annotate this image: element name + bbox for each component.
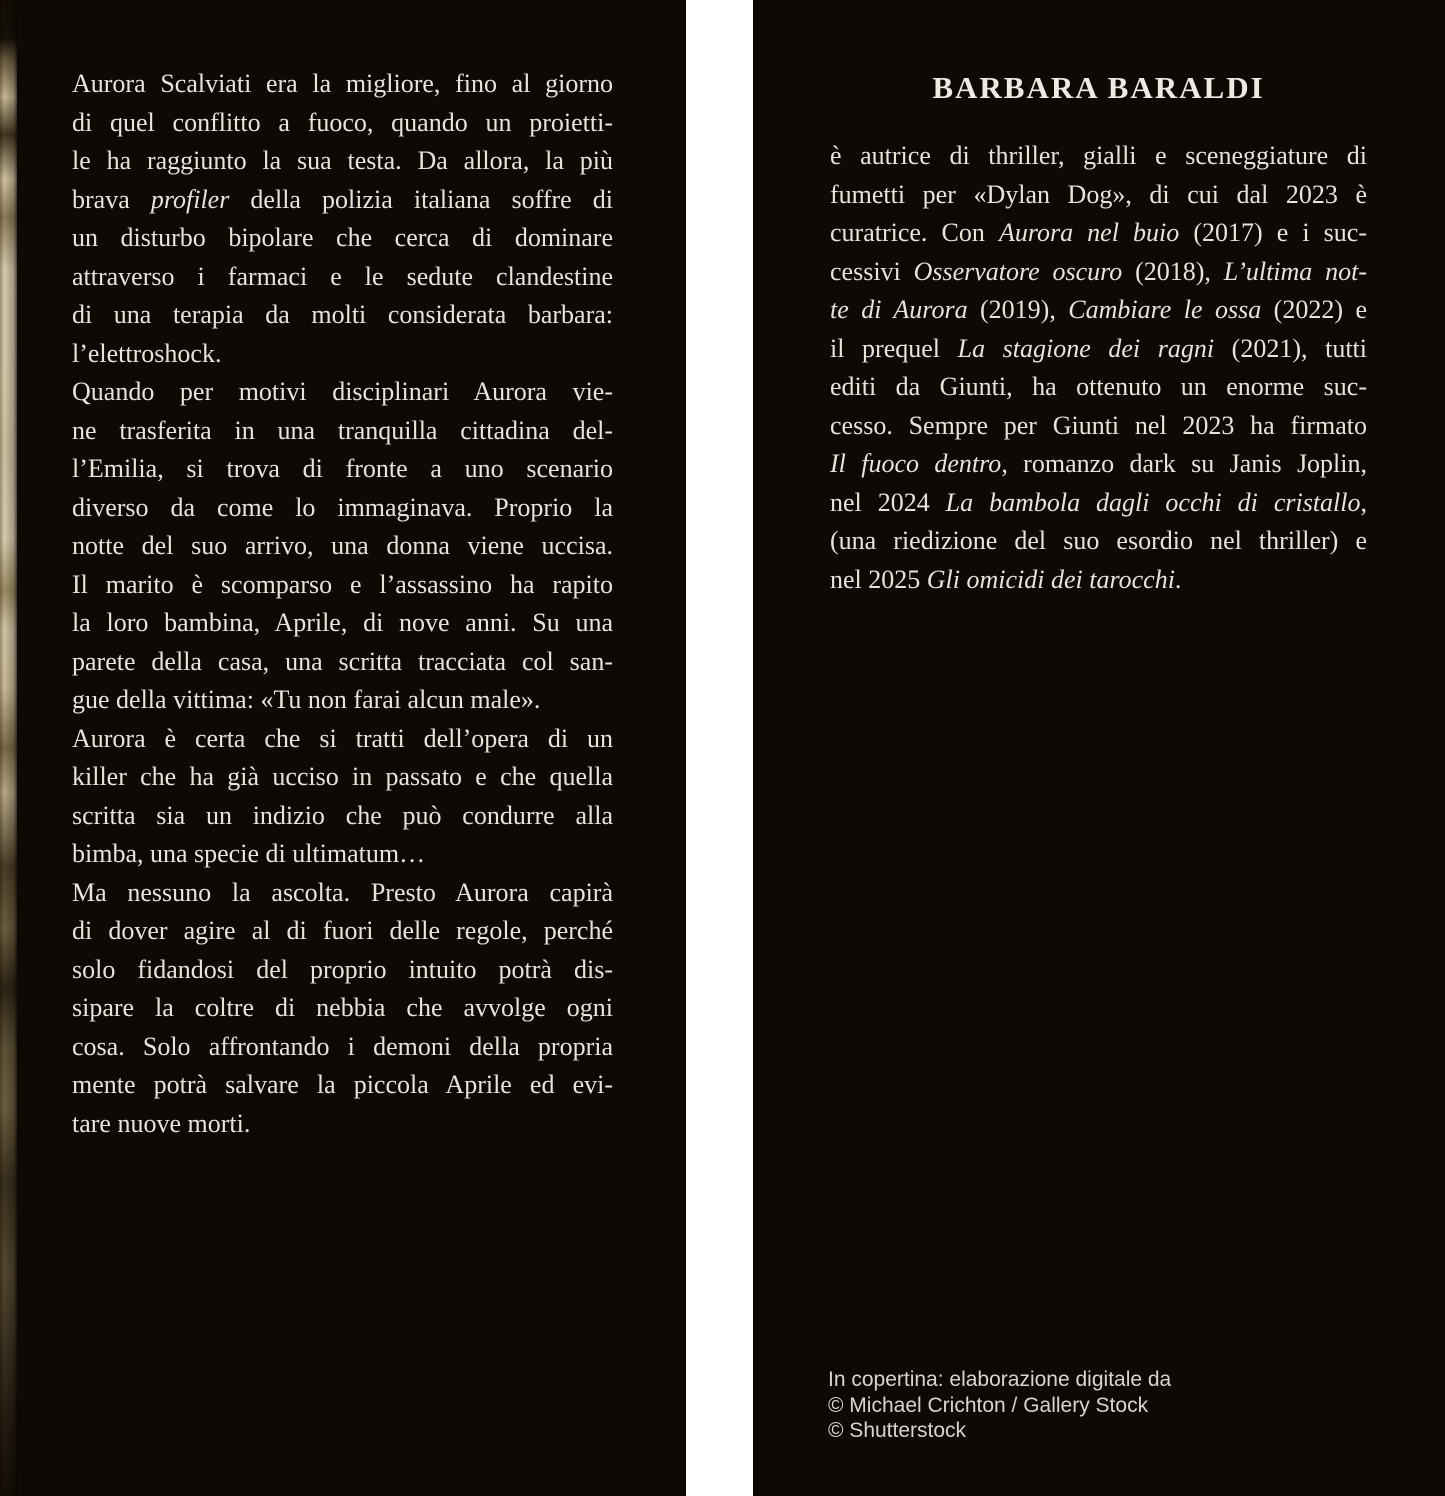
text-line: Il marito è scomparso e l’assassino ha rapito <box>72 569 613 599</box>
credit-line: © Shutterstock <box>828 1419 967 1442</box>
text-line: (una riedizione del suo esordio nel thriller) e <box>830 526 1367 555</box>
text-line: gue della vittima: «Tu non farai alcun male». <box>72 685 541 714</box>
text-line: Aurora è certa che si tratti dell’opera di un <box>72 723 613 753</box>
text-line: il prequel La stagione dei ragni (2021), tutti <box>830 333 1367 363</box>
cover-credits <box>828 1367 1171 1444</box>
text-line: te di Aurora (2019), Cambiare le ossa (2022) e <box>830 295 1367 324</box>
flap-divider-gap <box>686 0 753 1496</box>
text-line: di quel conflitto a fuoco, quando un proietti- <box>72 107 613 137</box>
text-line: diverso da come lo immaginava. Proprio la <box>72 492 613 522</box>
right-flap-author-bio <box>753 0 1445 1496</box>
text-line: solo fidandosi del proprio intuito potrà dis- <box>72 954 613 984</box>
text-line: nel 2025 Gli omicidi dei tarocchi. <box>830 564 1182 594</box>
text-line: brava profiler della polizia italiana soffre di <box>72 184 613 214</box>
text-line: curatrice. Con Aurora nel buio (2017) e i suc- <box>830 218 1367 247</box>
text-line: un disturbo bipolare che cerca di dominare <box>72 223 613 252</box>
text-line: killer che ha già ucciso in passato e che quella <box>72 762 613 791</box>
left-flap-synopsis <box>0 0 686 1496</box>
cover-art-strip <box>0 0 17 1496</box>
author-bio-text <box>830 137 1367 599</box>
credit-line: In copertina: elaborazione digitale da <box>828 1368 1172 1391</box>
text-line: l’elettroshock. <box>72 338 222 368</box>
text-line: mente potrà salvare la piccola Aprile ed evi- <box>72 1070 613 1099</box>
text-line: Aurora Scalviati era la migliore, fino al giorno <box>72 69 613 98</box>
text-line: Quando per motivi disciplinari Aurora vie- <box>72 377 613 406</box>
text-line: fumetti per «Dylan Dog», di cui dal 2023 è <box>830 179 1367 209</box>
text-line: è autrice di thriller, gialli e sceneggiature di <box>830 141 1367 170</box>
text-line: nel 2024 La bambola dagli occhi di cristallo, <box>830 487 1368 517</box>
text-line: di dover agire al di fuori delle regole, perché <box>72 916 613 945</box>
text-line: notte del suo arrivo, una donna viene uccisa. <box>72 531 613 560</box>
text-line: tare nuove morti. <box>72 1108 251 1138</box>
author-name: BARBARA BARALDI <box>932 70 1265 105</box>
text-line: cesso. Sempre per Giunti nel 2023 ha firmato <box>830 410 1367 440</box>
text-line: le ha raggiunto la sua testa. Da allora, la più <box>72 146 613 175</box>
text-line: sipare la coltre di nebbia che avvolge ogni <box>72 993 613 1022</box>
text-line: parete della casa, una scritta tracciata col san- <box>72 646 613 676</box>
text-line: Ma nessuno la ascolta. Presto Aurora capirà <box>72 877 613 907</box>
text-line: l’Emilia, si trova di fronte a uno scenario <box>72 454 613 483</box>
text-line: cessivi Osservatore oscuro (2018), L’ultima not- <box>830 256 1367 286</box>
text-line: di una terapia da molti considerata barbara: <box>72 300 613 329</box>
text-line: ne trasferita in una tranquilla cittadina del- <box>72 415 613 445</box>
text-line: editi da Giunti, ha ottenuto un enorme suc- <box>830 372 1367 401</box>
synopsis-text <box>72 65 613 1143</box>
text-line: bimba, una specie di ultimatum… <box>72 839 426 868</box>
credit-line: © Michael Crichton / Gallery Stock <box>828 1393 1149 1417</box>
text-line: attraverso i farmaci e le sedute clandestine <box>72 261 613 291</box>
text-line: Il fuoco dentro, romanzo dark su Janis Joplin, <box>830 449 1368 478</box>
text-line: la loro bambina, Aprile, di nove anni. Su una <box>72 608 613 637</box>
text-line: scritta sia un indizio che può condurre alla <box>72 800 613 830</box>
text-line: cosa. Solo affrontando i demoni della propria <box>72 1031 613 1061</box>
